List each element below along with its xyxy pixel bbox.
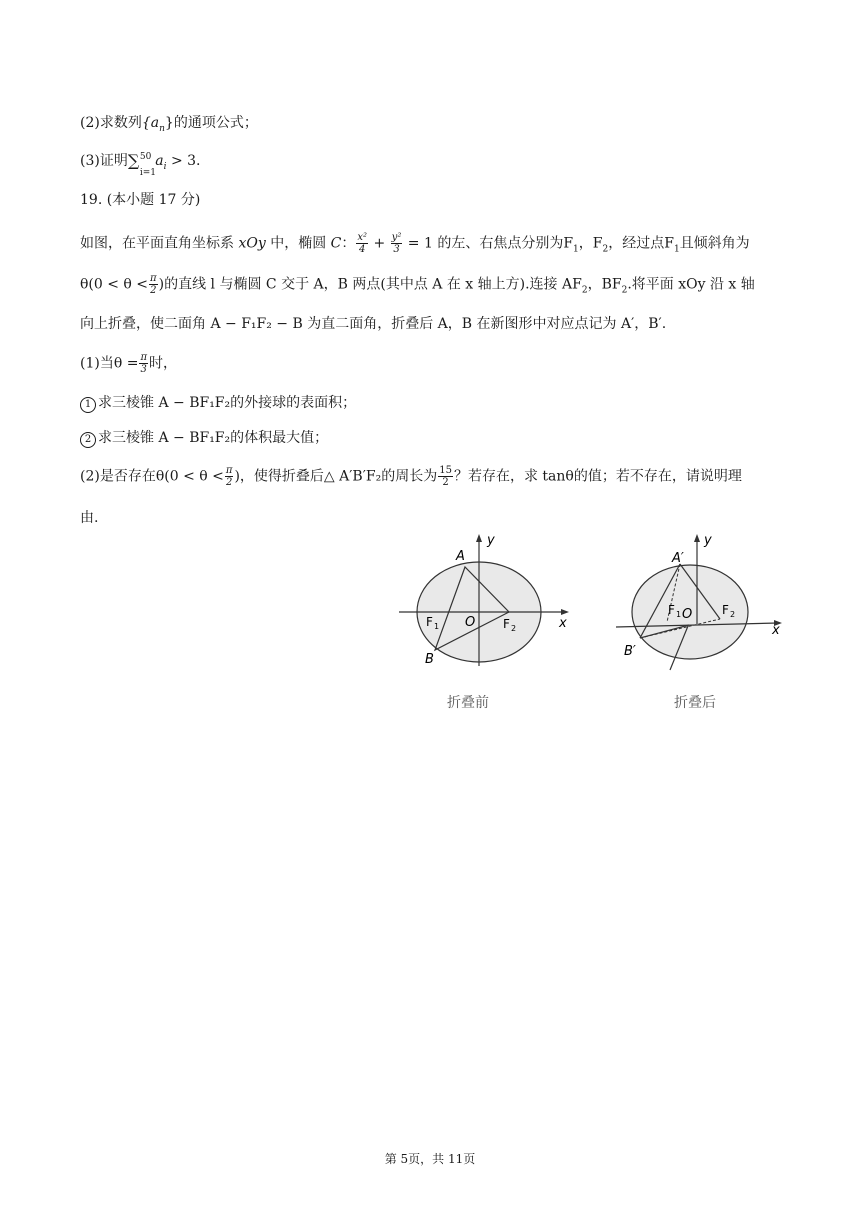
question-3-line: (3)证明∑ 50 i=1 $a_i > 3$.	[80, 151, 201, 178]
caption-before: 折叠前	[447, 695, 489, 711]
y-arrow-before	[476, 534, 482, 542]
x-arrow-before	[561, 609, 569, 615]
label-f1-sub-after: 1	[676, 610, 682, 619]
label-y-before: y	[487, 533, 495, 548]
label-x-before: x	[559, 616, 567, 631]
label-x-after: x	[772, 623, 780, 638]
part-2-line-2: 由.	[80, 510, 99, 526]
label-a-before: A	[456, 549, 465, 564]
intro-line-1: 如图，在平面直角坐标系 xOy 中，椭圆 C： $\frac{\text{x²}}{4}$ + $\frac{\text{y²}}{3}$ = 1 的左、右焦点分别为$F_1$，$F_2$，经过点$F_1$且倾斜角为	[80, 232, 750, 255]
fraction-pi-over-2: $\frac{\pi}{2}$	[150, 273, 157, 296]
sum-symbol: ∑ 50 i=1	[127, 151, 156, 178]
caption-after: 折叠后	[674, 695, 716, 711]
label-f1-before: F	[426, 615, 433, 629]
fraction-15-over-2: $\frac{15}{2}$	[439, 465, 452, 488]
question-2-line: (2)求数列$\{a_n\}$的通项公式；	[80, 115, 258, 134]
figure-before-folding	[395, 530, 580, 720]
circled-number-1: 1	[80, 397, 96, 413]
label-b-after: B′	[624, 644, 636, 659]
label-y-after: y	[704, 533, 712, 548]
label-f1-sub-before: 1	[434, 622, 440, 631]
fraction-pi-over-3: $\frac{\pi}{3}$	[140, 352, 148, 375]
intro-line-2: θ(0 < θ < $\frac{\pi}{2}$ )的直线 l 与椭圆 C 交于 A，B 两点(其中点 A 在 x 轴上方).连接 $AF_2$，$BF_2$.将平面 xOy 沿 x 轴	[80, 273, 755, 296]
part-2-line-1: (2)是否存在θ(0 < θ < $\frac{\pi}{2}$ )，使得折叠后△ A′B′F₂的周长为 $\frac{15}{2}$ ？若存在，求 tanθ的值；若不存在，请说明理	[80, 465, 742, 488]
y-arrow-after	[694, 534, 700, 542]
figure-after-folding	[612, 530, 792, 720]
label-f2-sub-after: 2	[730, 610, 736, 619]
label-f1-after: F	[668, 603, 675, 617]
fraction-pi-over-2-b: $\frac{\pi}{2}$	[225, 465, 233, 488]
label-o-after: O	[682, 607, 693, 622]
part-1-sub-1: 1 求三棱锥 A − BF₁F₂的外接球的表面积；	[80, 392, 356, 414]
label-a-after: A′	[672, 551, 684, 566]
part-1-heading: (1)当θ = $\frac{\pi}{3}$ 时，	[80, 352, 178, 375]
label-f2-sub-before: 2	[511, 624, 517, 633]
intro-line-3: 向上折叠，使二面角 A − F₁F₂ − B 为直二面角，折叠后 A，B 在新图形中对应点记为 A′，B′.	[80, 316, 667, 332]
label-f2-before: F	[503, 617, 510, 631]
part-1-sub-2: 2 求三棱锥 A − BF₁F₂的体积最大值；	[80, 427, 328, 449]
fraction-y2-over-3: $\frac{\text{y²}}{3}$	[391, 232, 402, 255]
circled-number-2: 2	[80, 432, 96, 448]
problem-19-title: 19. (本小题 17 分)	[80, 192, 201, 208]
label-o-before: O	[465, 615, 476, 630]
label-b-before: B	[425, 652, 434, 667]
page-footer: 第 5页，共 11页	[384, 1152, 476, 1166]
fraction-x2-over-4: $\frac{\text{x²}}{4}$	[357, 232, 368, 255]
label-f2-after: F	[722, 603, 729, 617]
